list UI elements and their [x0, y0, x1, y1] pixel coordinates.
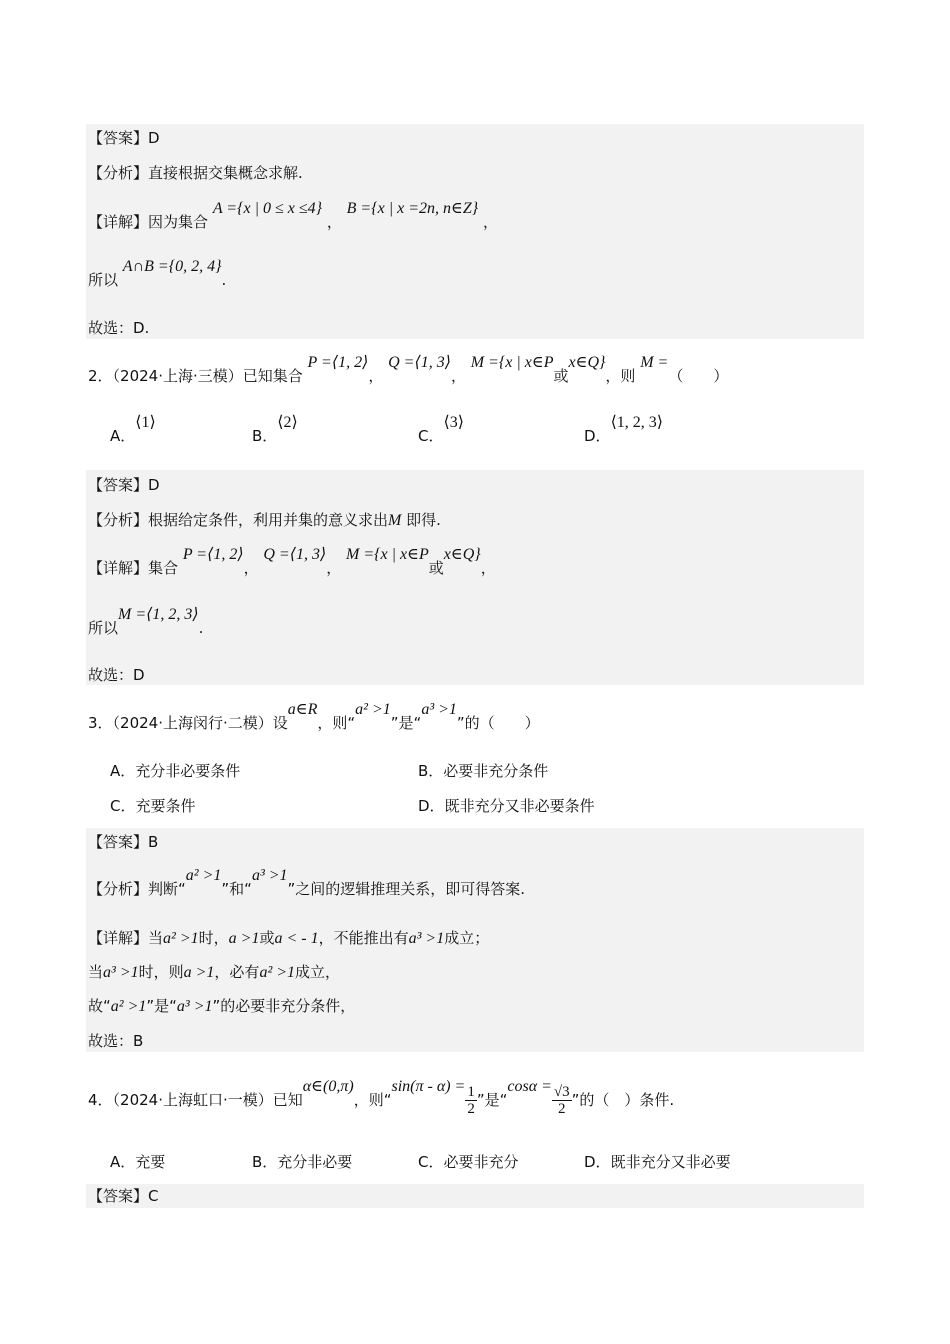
q2-so: 所以M =⟨1, 2, 3⟩. — [88, 606, 204, 637]
q1-analysis: 【分析】直接根据交集概念求解. — [88, 164, 303, 182]
q2-option-a: A．⟨1⟩ — [110, 414, 156, 445]
q2-detail: 【详解】集合 P =⟨1, 2⟩， Q =⟨1, 3⟩， M ={x | x∈P或x∈Q}， — [88, 546, 496, 577]
q2-option-b: B．⟨2⟩ — [252, 414, 298, 445]
q2-analysis: 【分析】根据给定条件，利用并集的意义求出M 即得. — [88, 511, 441, 529]
q3-analysis: 【分析】判断“a² >1”和“a³ >1”之间的逻辑推理关系，即可得答案. — [88, 867, 526, 898]
q2-choose: 故选：D — [88, 666, 145, 684]
q3-question: 3．（2024·上海闵行·二模）设a∈R，则“a² >1”是“a³ >1”的（ ） — [88, 701, 540, 732]
q4-answer: 【答案】C — [88, 1187, 159, 1205]
set-a-formula: A ={x | 0 ≤ x ≤4} — [212, 200, 323, 217]
intersection-formula: A∩B ={0, 2, 4} — [122, 258, 222, 275]
fraction-one-half: $\frac{1}{2}$ — [467, 1084, 475, 1117]
q3-answer: 【答案】B — [88, 833, 159, 851]
q3-option-d: D．既非充分又非必要条件 — [418, 797, 595, 815]
q3-option-a: A．充分非必要条件 — [110, 762, 241, 780]
q1-answer: 【答案】D — [88, 129, 160, 147]
q3-detail-2: 当a³ >1时，则a >1，必有a² >1成立， — [88, 963, 341, 981]
q3-detail-3: 故“a² >1”是“a³ >1”的必要非充分条件， — [88, 997, 356, 1015]
q2-option-c: C．⟨3⟩ — [418, 414, 464, 445]
q4-option-d: D．既非充分又非必要 — [584, 1153, 731, 1171]
q1-detail: 【详解】因为集合 A ={x | 0 ≤ x ≤4} ， B ={x | x =2n, n∈Z} ， — [88, 200, 498, 231]
q1-so: 所以 A∩B ={0, 2, 4}. — [88, 258, 227, 289]
set-b-formula: B ={x | x =2n, n∈Z} — [346, 200, 479, 217]
q2-question: 2．（2024·上海·三模）已知集合 P =⟨1, 2⟩， Q =⟨1, 3⟩， M ={x | x∈P或x∈Q}，则 M =（ ） — [88, 354, 729, 385]
q1-choose: 故选：D. — [88, 319, 150, 337]
q3-option-b: B．必要非充分条件 — [418, 762, 549, 780]
q4-option-b: B．充分非必要 — [252, 1153, 353, 1171]
q4-option-c: C．必要非充分 — [418, 1153, 519, 1171]
q2-option-d: D．⟨1, 2, 3⟩ — [584, 414, 664, 445]
fraction-root3-over-2: $\frac{√3}{2}$ — [553, 1084, 570, 1117]
q4-solution-block — [86, 1184, 864, 1208]
q4-option-a: A．充要 — [110, 1153, 166, 1171]
q3-detail-1: 【详解】当a² >1时，a >1或a < - 1，不能推出有a³ >1成立； — [88, 929, 490, 947]
q4-question: 4．（2024·上海虹口·一模）已知α∈(0,π)，则“sin(π - α) = $\frac{1}{2}$ ”是“cosα = $\frac{√3}{2}$ ”的（ ）条件. — [88, 1078, 675, 1117]
q3-option-c: C．充要条件 — [110, 797, 196, 815]
q3-choose: 故选：B — [88, 1032, 144, 1050]
q2-answer: 【答案】D — [88, 476, 160, 494]
